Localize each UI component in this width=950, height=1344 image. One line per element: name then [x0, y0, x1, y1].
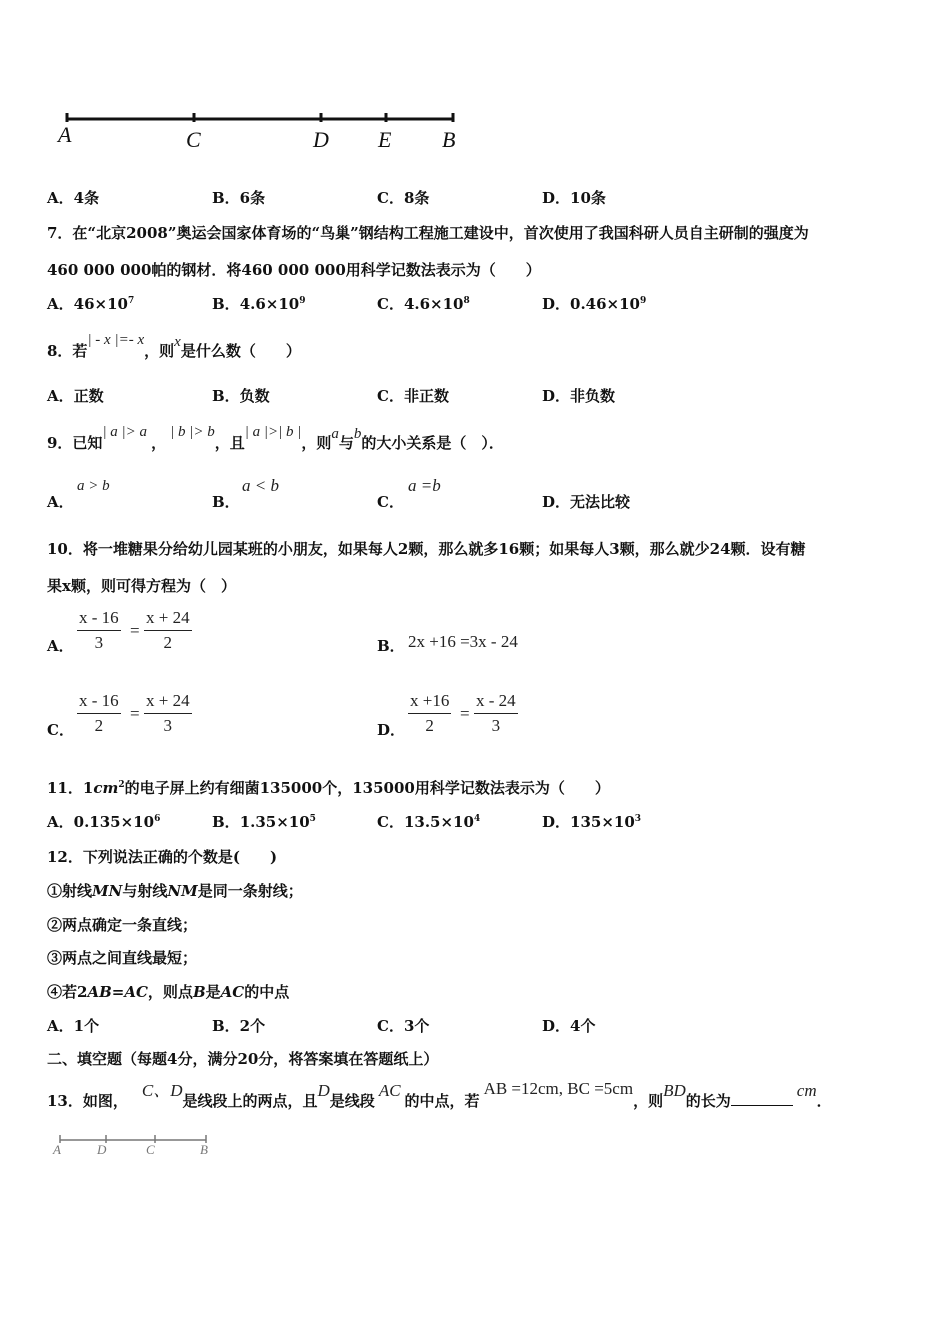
q7-stem-line2: 460 000 000帕的钢材．将460 000 000用科学记数法表示为（ ）	[47, 261, 541, 279]
q11-option-d: D．$135\times 10^3$	[542, 813, 642, 831]
q7-stem-line1: 7．在“北京2008”奥运会国家体育场的“鸟巢”钢结构工程施工建设中，首次使用了我国科研人员自主研制的强度为	[47, 224, 809, 242]
section-title-fill-in: 二、填空题（每题4分，满分20分，将答案填在答题纸上）	[47, 1050, 439, 1068]
q11-option-b: B．$1.35\times 10^5$	[212, 813, 316, 831]
q12-statement-4: ④若2AB=AC，则点B是AC的中点	[47, 983, 290, 1001]
q11-option-a: A．$0.135\times 10^6$	[47, 813, 161, 831]
q10-d-right-fraction: $\frac{x - 24}{3}$	[476, 691, 516, 735]
q8-option-b: B．负数	[212, 387, 270, 405]
q10-c-equals: =	[130, 704, 140, 723]
q12-option-a: A．1个	[47, 1017, 100, 1035]
q8-option-d: D．非负数	[542, 387, 616, 405]
q12-option-c: C．3个	[377, 1017, 430, 1035]
q10-d-equals: =	[460, 704, 470, 723]
q12-statement-3: ③两点之间直线最短；	[47, 949, 198, 967]
q10-option-c-label: C．	[47, 721, 74, 739]
segment-figure-acdeb	[55, 108, 475, 158]
q9-stem: 9．已知| a |> a，| b |> b，且| a |>| b |，则a与b的大小关系是（ ）．	[47, 424, 504, 452]
q10-c-left-fraction: $\frac{x - 16}{2}$	[79, 691, 119, 735]
q10-d-left-fraction: $\frac{x +16}{2}$	[410, 691, 450, 735]
q10-c-right-fraction: $\frac{x + 24}{3}$	[146, 691, 190, 735]
q8-stem: 8．若| - x |=- x，则x是什么数（ ）	[47, 332, 301, 360]
q9-option-d: D．无法比较	[542, 493, 631, 511]
q9-option-a-expr: a > b	[77, 478, 110, 494]
q11-option-c: C．$13.5\times 10^4$	[377, 813, 481, 831]
q10-stem-line2: 果x颗，则可得方程为（ ）	[47, 577, 236, 595]
q12-statement-1: ①射线MN与射线NM是同一条射线；	[47, 882, 303, 900]
q9-option-b: B．	[212, 493, 240, 511]
q11-stem: 11．$1cm^2$的电子屏上约有细菌135000个，135000用科学记数法表示为（ ）	[47, 779, 610, 797]
q7-option-c: C．$4.6\times 10^8$	[377, 295, 470, 313]
q9-option-c-expr: a =b	[408, 476, 441, 495]
q6-option-d: D．10条	[542, 189, 606, 207]
point-label-c-small: C	[146, 1142, 155, 1157]
q10-b-equation: 2x +16 =3x - 24	[408, 632, 518, 651]
q12-statement-2: ②两点确定一条直线；	[47, 916, 198, 934]
q9-option-b-expr: a < b	[242, 476, 279, 495]
point-label-a-small: A	[53, 1142, 61, 1157]
q10-a-equals: =	[130, 621, 140, 640]
point-label-d: D	[313, 127, 329, 152]
q6-option-c: C．8条	[377, 189, 430, 207]
q6-option-a: A．4条	[47, 189, 100, 207]
point-label-a: A	[58, 122, 72, 147]
q10-a-right-fraction: $\frac{x + 24}{2}$	[146, 608, 190, 652]
segment-figure-adcb	[50, 1132, 220, 1152]
q13-answer-blank[interactable]	[731, 1091, 793, 1106]
q10-stem-line1: 10．将一堆糖果分给幼儿园某班的小朋友，如果每人2颗，那么就多16颗；如果每人3颗，那么就少24颗．设有糖	[47, 540, 806, 558]
q9-option-c: C．	[377, 493, 404, 511]
q13-stem: 13．如图，C、D是线段上的两点，且D是线段AC的中点，若AB =12cm, BC =5cm，则BD的长为cm．	[47, 1079, 832, 1110]
q7-option-a: A．$46\times 10^7$	[47, 295, 135, 313]
q12-stem: 12．下列说法正确的个数是( )	[47, 848, 278, 866]
q10-a-left-fraction: $\frac{x - 16}{3}$	[79, 608, 119, 652]
point-label-b: B	[442, 127, 456, 152]
q10-option-d-label: D．	[377, 721, 406, 739]
point-label-c: C	[186, 127, 201, 152]
q6-option-b: B．6条	[212, 189, 266, 207]
point-label-d-small: D	[97, 1142, 107, 1157]
q12-option-d: D．4个	[542, 1017, 596, 1035]
q10-option-a-label: A．	[47, 637, 74, 655]
q8-option-a: A．正数	[47, 387, 104, 405]
point-label-b-small: B	[200, 1142, 208, 1157]
q7-option-b: B．$4.6\times 10^9$	[212, 295, 306, 313]
point-label-e: E	[378, 127, 392, 152]
q12-option-b: B．2个	[212, 1017, 266, 1035]
q10-option-b-label: B．	[377, 637, 405, 655]
q9-option-a: A．	[47, 493, 74, 511]
q8-option-c: C．非正数	[377, 387, 449, 405]
q7-option-d: D．$0.46\times 10^9$	[542, 295, 647, 313]
